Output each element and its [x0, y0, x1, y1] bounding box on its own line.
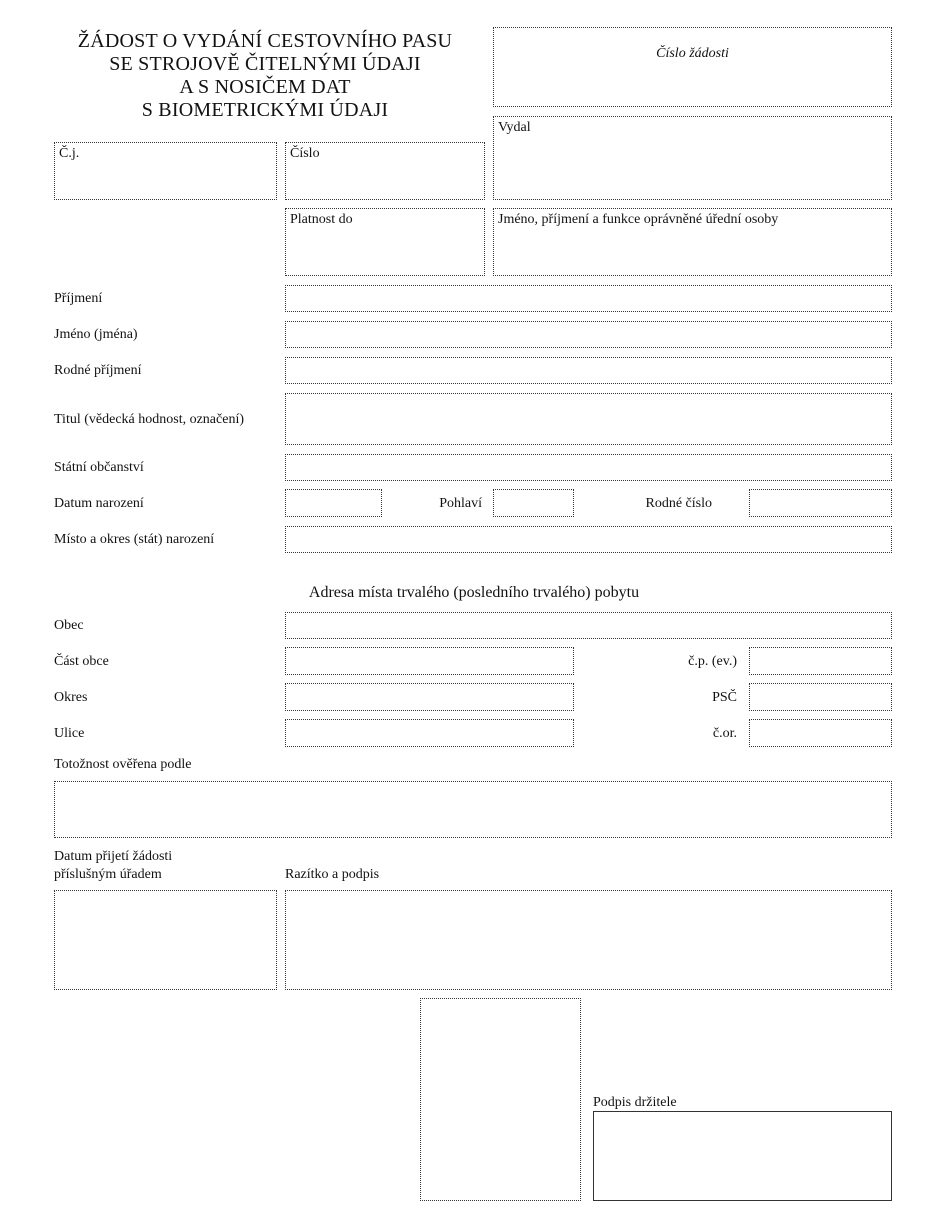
given-names-label: Jméno (jména)	[54, 327, 138, 342]
citizenship-field[interactable]	[285, 454, 892, 481]
issued-by-box[interactable]	[493, 116, 892, 200]
birth-number-field[interactable]	[749, 489, 892, 517]
house-number-label: č.p. (ev.)	[688, 654, 737, 669]
district-label: Okres	[54, 690, 88, 705]
receipt-date-label-2: příslušným úřadem	[54, 867, 162, 882]
receipt-date-label-1: Datum přijetí žádosti	[54, 849, 173, 864]
title-degree-field[interactable]	[285, 393, 892, 445]
surname-label: Příjmení	[54, 291, 103, 306]
valid-until-label: Platnost do	[290, 212, 353, 227]
reference-number-label: Č.j.	[59, 146, 80, 161]
title-line-4: S BIOMETRICKÝMI ÚDAJI	[141, 99, 389, 121]
citizenship-label: Státní občanství	[54, 460, 144, 475]
authorized-official-box[interactable]	[493, 208, 892, 276]
title-degree-label: Titul (vědecká hodnost, označení)	[54, 412, 244, 427]
identity-verified-field[interactable]	[54, 781, 892, 838]
municipality-part-field[interactable]	[285, 647, 574, 675]
title-line-3: A S NOSIČEM DAT	[179, 76, 351, 98]
authorized-official-label: Jméno, příjmení a funkce oprávněné úřední osoby	[498, 212, 779, 227]
birth-date-label: Datum narození	[54, 496, 144, 511]
title-line-2: SE STROJOVĚ ČITELNÝMI ÚDAJI	[109, 53, 421, 75]
birth-place-label: Místo a okres (stát) narození	[54, 532, 215, 547]
given-names-field[interactable]	[285, 321, 892, 348]
stamp-signature-field[interactable]	[285, 890, 892, 990]
application-number-box[interactable]	[493, 27, 892, 107]
sex-label: Pohlaví	[439, 496, 482, 511]
birth-date-field[interactable]	[285, 489, 382, 517]
street-label: Ulice	[54, 726, 85, 741]
passport-number-label: Číslo	[290, 146, 320, 161]
issued-by-label: Vydal	[498, 120, 531, 135]
passport-number-box[interactable]	[285, 142, 485, 200]
stamp-signature-label: Razítko a podpis	[285, 867, 380, 882]
photo-box[interactable]	[420, 998, 581, 1201]
reference-number-box[interactable]	[54, 142, 277, 200]
street-field[interactable]	[285, 719, 574, 747]
postal-code-label: PSČ	[712, 690, 737, 705]
district-field[interactable]	[285, 683, 574, 711]
house-number-field[interactable]	[749, 647, 892, 675]
receipt-date-field[interactable]	[54, 890, 277, 990]
sex-field[interactable]	[493, 489, 574, 517]
postal-code-field[interactable]	[749, 683, 892, 711]
form-title	[40, 30, 490, 122]
birth-place-field[interactable]	[285, 526, 892, 553]
municipality-field[interactable]	[285, 612, 892, 639]
orientation-number-field[interactable]	[749, 719, 892, 747]
holder-signature-field[interactable]	[593, 1111, 892, 1201]
birth-number-label: Rodné číslo	[645, 496, 712, 511]
birth-surname-label: Rodné příjmení	[54, 363, 142, 378]
title-line-1: ŽÁDOST O VYDÁNÍ CESTOVNÍHO PASU	[77, 30, 453, 52]
municipality-label: Obec	[54, 618, 84, 633]
orientation-number-label: č.or.	[712, 726, 737, 741]
surname-field[interactable]	[285, 285, 892, 312]
birth-surname-field[interactable]	[285, 357, 892, 384]
valid-until-box[interactable]	[285, 208, 485, 276]
address-heading: Adresa místa trvalého (posledního trvalého) pobytu	[308, 584, 640, 601]
identity-verified-label: Totožnost ověřena podle	[54, 757, 192, 772]
holder-signature-label: Podpis držitele	[593, 1095, 677, 1110]
municipality-part-label: Část obce	[54, 654, 109, 669]
application-number-label: Číslo žádosti	[656, 46, 729, 61]
